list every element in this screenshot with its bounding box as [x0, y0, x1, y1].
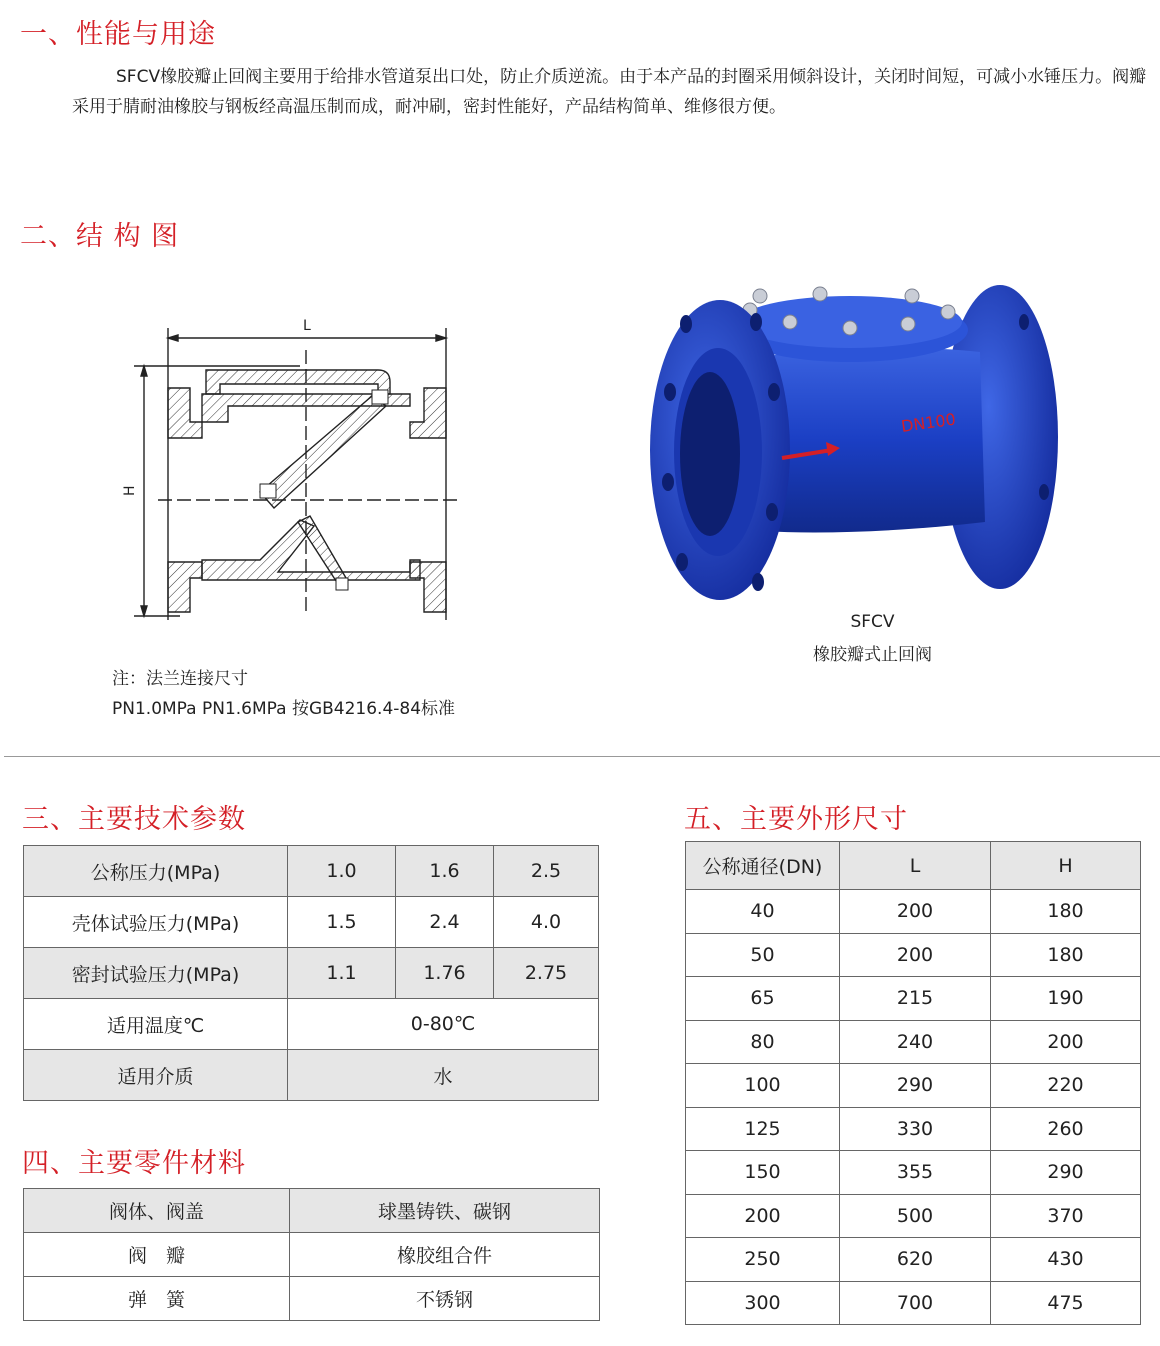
table-row: [686, 890, 1141, 934]
param-value: 1.5: [288, 897, 396, 948]
table-row: [24, 846, 599, 897]
dn-cell: 300: [686, 1281, 840, 1325]
section-1-heading: 一、性能与用途: [20, 19, 216, 50]
dn-cell: 250: [686, 1238, 840, 1282]
table-row: [24, 1233, 600, 1277]
table-row: [24, 999, 599, 1050]
column-header: 公称通径(DN): [686, 842, 840, 890]
h-cell: 180: [991, 933, 1141, 977]
section-4-heading: 四、主要零件材料: [22, 1148, 246, 1179]
h-cell: 260: [991, 1107, 1141, 1151]
l-cell: 700: [840, 1281, 991, 1325]
param-label: 密封试验压力(MPa): [24, 948, 288, 999]
l-cell: 200: [840, 890, 991, 934]
l-cell: 355: [840, 1151, 991, 1195]
param-label: 适用温度℃: [24, 999, 288, 1050]
section-divider: [4, 756, 1160, 757]
table-row: [686, 1281, 1141, 1325]
h-cell: 370: [991, 1194, 1141, 1238]
table-row: [686, 1151, 1141, 1195]
section-5-heading: 五、主要外形尺寸: [684, 804, 908, 835]
table-row: [24, 1189, 600, 1233]
h-cell: 290: [991, 1151, 1141, 1195]
table-row: [24, 1277, 600, 1321]
table-row: [24, 948, 599, 999]
param-label: 适用介质: [24, 1050, 288, 1101]
param-value: 1.76: [396, 948, 494, 999]
table-row: [24, 897, 599, 948]
param-label: 壳体试验压力(MPa): [24, 897, 288, 948]
dn-cell: 40: [686, 890, 840, 934]
structure-drawing: [110, 310, 480, 640]
param-value: 1.0: [288, 846, 396, 897]
l-cell: 200: [840, 933, 991, 977]
part-material: 球墨铸铁、碳钢: [290, 1189, 600, 1233]
caption-model: SFCV: [850, 612, 895, 632]
caption-name: 橡胶瓣式止回阀: [813, 645, 932, 665]
table-row: [686, 1238, 1141, 1282]
param-value: 1.6: [396, 846, 494, 897]
dn-cell: 65: [686, 977, 840, 1021]
materials-table: [23, 1188, 600, 1321]
part-name: 阀体、阀盖: [24, 1189, 290, 1233]
part-material: 橡胶组合件: [290, 1233, 600, 1277]
flange-note-line2: PN1.0MPa PN1.6MPa 按GB4216.4-84标准: [112, 699, 456, 719]
dn-marking: DN100: [899, 409, 957, 436]
h-cell: 190: [991, 977, 1141, 1021]
dn-cell: 125: [686, 1107, 840, 1151]
column-header: H: [991, 842, 1141, 890]
flange-note-line1: 注：法兰连接尺寸: [112, 669, 248, 689]
section-3-heading: 三、主要技术参数: [22, 804, 246, 835]
param-value: 4.0: [494, 897, 599, 948]
param-value: 水: [288, 1050, 599, 1101]
h-cell: 220: [991, 1064, 1141, 1108]
dimension-l-label: L: [303, 318, 311, 334]
valve-photo: [640, 282, 1100, 612]
param-value: 2.5: [494, 846, 599, 897]
h-cell: 475: [991, 1281, 1141, 1325]
dn-cell: 80: [686, 1020, 840, 1064]
part-name: 弹 簧: [24, 1277, 290, 1321]
l-cell: 330: [840, 1107, 991, 1151]
param-value: 2.75: [494, 948, 599, 999]
param-label: 公称压力(MPa): [24, 846, 288, 897]
performance-text: SFCV橡胶瓣止回阀主要用于给排水管道泵出口处，防止介质逆流。由于本产品的封圈采用倾斜设计，关闭时间短，可减小水锤压力。阀瓣采用于腈耐油橡胶与钢板经高温压制而成，耐冲刷，密封性能好，产品结构简单、维修很方便。: [72, 67, 1147, 117]
l-cell: 620: [840, 1238, 991, 1282]
table-row: [686, 1107, 1141, 1151]
column-header: L: [840, 842, 991, 890]
h-cell: 200: [991, 1020, 1141, 1064]
table-row: [686, 1194, 1141, 1238]
dimension-h-label: H: [122, 485, 138, 496]
l-cell: 240: [840, 1020, 991, 1064]
dn-cell: 150: [686, 1151, 840, 1195]
table-row: [686, 1020, 1141, 1064]
h-cell: 180: [991, 890, 1141, 934]
dimensions-table: [685, 841, 1141, 1325]
dn-cell: 200: [686, 1194, 840, 1238]
param-value: 1.1: [288, 948, 396, 999]
table-row: [686, 1064, 1141, 1108]
table-row: [686, 933, 1141, 977]
part-name: 阀 瓣: [24, 1233, 290, 1277]
dn-cell: 100: [686, 1064, 840, 1108]
dn-cell: 50: [686, 933, 840, 977]
param-value: 2.4: [396, 897, 494, 948]
section-2-heading: 二、结 构 图: [20, 221, 180, 252]
h-cell: 430: [991, 1238, 1141, 1282]
l-cell: 215: [840, 977, 991, 1021]
l-cell: 500: [840, 1194, 991, 1238]
l-cell: 290: [840, 1064, 991, 1108]
tech-params-table: [23, 845, 599, 1101]
param-value: 0-80℃: [288, 999, 599, 1050]
table-row: [24, 1050, 599, 1101]
table-row: [686, 977, 1141, 1021]
table-header-row: [686, 842, 1141, 890]
performance-paragraph: [72, 62, 1147, 122]
part-material: 不锈钢: [290, 1277, 600, 1321]
